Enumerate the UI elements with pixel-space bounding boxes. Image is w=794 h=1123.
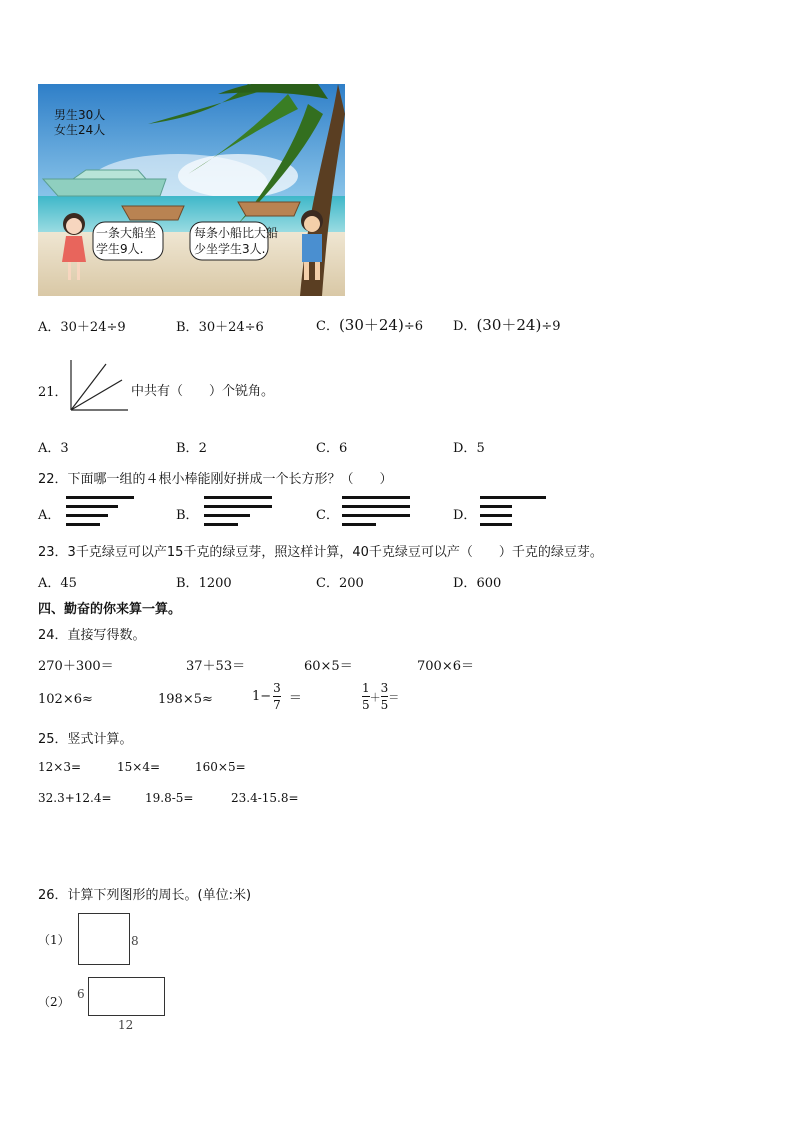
q24-fraction-expr-2: $\frac{1}{5}$ ＋ $\frac{3}{5}$ ＝ (362, 681, 400, 712)
q22-option-c-sticks[interactable] (342, 494, 412, 528)
q25-expr-2: 15×4= (117, 760, 161, 774)
q24-expr-3: 60×5＝ (304, 659, 353, 674)
q22-option-d-sticks[interactable] (480, 494, 550, 528)
girl-speech-bubble: 一条大船坐 学生9人. (96, 226, 157, 256)
q23-option-b[interactable]: B．1200 (176, 576, 232, 591)
q26-figure-1-label: （1） (38, 933, 70, 947)
square-side-label: 8 (131, 934, 139, 948)
q25-expr-4: 32.3+12.4= (38, 791, 112, 805)
q25-title: 25．竖式计算。 (38, 732, 133, 747)
q20-option-d[interactable]: D．(30＋24)÷9 (453, 316, 561, 334)
q22-option-b-label[interactable]: B． (176, 508, 199, 523)
q25-expr-5: 19.8-5= (145, 791, 194, 805)
q22-text: 22．下面哪一组的４根小棒能刚好拼成一个长方形？（ ） (38, 472, 393, 487)
q21-option-a[interactable]: A．3 (38, 441, 69, 456)
q22-option-b-sticks[interactable] (204, 494, 274, 528)
angle-diagram (66, 358, 130, 414)
section-four-title: 四、勤奋的你来算一算。 (38, 602, 182, 617)
q22-option-d-label[interactable]: D． (453, 508, 477, 523)
q26-title: 26．计算下列图形的周长。(单位:米) (38, 888, 252, 903)
q24-expr-1: 270＋300＝ (38, 659, 114, 674)
q22-option-a-sticks[interactable] (66, 494, 136, 528)
q25-expr-1: 12×3= (38, 760, 82, 774)
boat-illustration (38, 84, 345, 296)
q24-expr-6: 198×5≈ (158, 692, 213, 707)
q23-text: 23．3千克绿豆可以产15千克的绿豆芽，照这样计算，40千克绿豆可以产（ ）千克的绿豆芽。 (38, 545, 603, 560)
q21-number: 21． (38, 385, 68, 400)
q21-option-c[interactable]: C．6 (316, 441, 348, 456)
rectangle-figure (88, 977, 165, 1016)
boy-speech-bubble: 每条小船比大船 少坐学生3人. (194, 226, 279, 256)
q22-option-a-label[interactable]: A． (38, 508, 61, 523)
q23-option-d[interactable]: D．600 (453, 576, 502, 591)
q24-expr-4: 700×6＝ (417, 659, 474, 674)
q20-option-c[interactable]: C．(30＋24)÷6 (316, 316, 424, 334)
q22-option-c-label[interactable]: C． (316, 508, 339, 523)
rectangle-height-label: 6 (77, 987, 85, 1001)
q23-option-a[interactable]: A．45 (38, 576, 77, 591)
q21-option-d[interactable]: D．5 (453, 441, 485, 456)
class-info-text: 男生30人 女生24人 (54, 108, 106, 137)
q20-option-b[interactable]: B．30＋24÷6 (176, 320, 264, 335)
q24-expr-5: 102×6≈ (38, 692, 93, 707)
q20-option-a[interactable]: A．30＋24÷9 (38, 320, 126, 335)
q24-title: 24．直接写得数。 (38, 628, 146, 643)
q26-figure-2-label: （2） (38, 995, 70, 1009)
q24-expr-2: 37＋53＝ (186, 659, 246, 674)
rectangle-width-label: 12 (118, 1018, 134, 1032)
q21-option-b[interactable]: B．2 (176, 441, 207, 456)
q25-expr-6: 23.4-15.8= (231, 791, 299, 805)
square-figure (78, 913, 130, 965)
q25-expr-3: 160×5= (195, 760, 246, 774)
q21-text: 中共有（ ）个锐角。 (131, 384, 275, 399)
q23-option-c[interactable]: C．200 (316, 576, 364, 591)
q24-fraction-expr-1: 1− $\frac{3}{7}$ ＝ (252, 681, 302, 712)
